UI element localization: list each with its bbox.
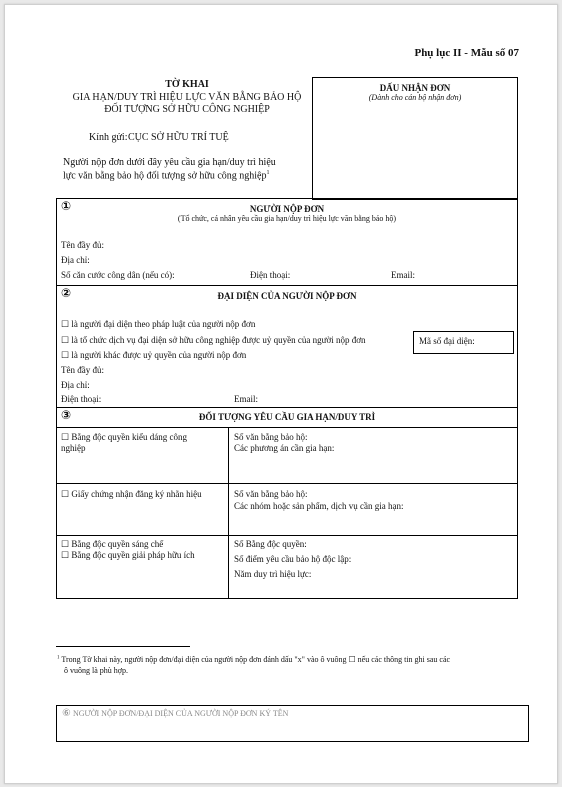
intro-line2 (63, 170, 269, 181)
signature-label (62, 708, 288, 719)
s2-full-name-label: Tên đầy đủ: (61, 365, 104, 375)
section1-number: ① (61, 199, 72, 213)
section3-number: ③ (61, 408, 72, 422)
s3-trademark-option[interactable]: ☐ Giấy chứng nhận đăng ký nhãn hiệu (61, 489, 202, 499)
s1-id-label: Số căn cước công dân (nếu có): (61, 270, 175, 280)
s3-industrial-design-option[interactable]: ☐ Bằng độc quyền kiểu dáng công (61, 432, 188, 442)
s3-industrial-design-option-cont: nghiệp (61, 443, 86, 453)
appendix-label: Phụ lục II - Mẫu số 07 (414, 47, 519, 59)
footnote-text1: Trong Tờ khai này, người nộp đơn/đại diện của người nộp đơn đánh dấu "x" vào ô vuông ☐ nếu các thông tin ghi sau các (61, 655, 451, 664)
section2-title: ĐẠI DIỆN CỦA NGƯỜI NỘP ĐƠN (217, 291, 357, 301)
section1-subtitle: (Tổ chức, cá nhân yêu cầu gia hạn/duy trì hiệu lực văn bằng bảo hộ) (177, 214, 397, 223)
document-page (4, 4, 558, 784)
footnote-line2: ô vuông là phù hợp. (64, 666, 129, 675)
footnote-ref: 1 (266, 170, 270, 176)
s1-full-name-label: Tên đầy đủ: (61, 240, 104, 250)
section1-title: NGƯỜI NỘP ĐƠN (249, 204, 325, 214)
s3-row3-maintenance-year: Năm duy trì hiệu lực: (234, 569, 312, 579)
s3-row1-cert-number: Số văn bằng bảo hộ: (234, 432, 308, 442)
stamp-subtitle: (Dành cho cán bộ nhận đơn) (368, 93, 462, 102)
footnote-line1 (57, 655, 450, 664)
s1-email-label: Email: (391, 270, 415, 280)
s3-column-divider (228, 427, 229, 599)
s1-address-label: Địa chỉ: (61, 255, 90, 265)
s1-phone-label: Điện thoại: (250, 270, 291, 280)
recipient-name: CỤC SỞ HỮU TRÍ TUỆ (128, 132, 229, 143)
s2-option-legal-rep[interactable]: ☐ là người đại diện theo pháp luật của người nộp đơn (61, 319, 256, 329)
signature-number: ⑥ (62, 708, 71, 719)
s2-option-ip-service[interactable]: ☐ là tổ chức dịch vụ đại diện sở hữu công nghiệp được uỷ quyền của người nộp đơn (61, 335, 366, 345)
s3-row3-independent-claims: Số điểm yêu cầu bảo hộ độc lập: (234, 554, 352, 564)
s3-utility-solution-option[interactable]: ☐ Bằng độc quyền giải pháp hữu ích (61, 550, 195, 560)
section3-title: ĐỐI TƯỢNG YÊU CẦU GIA HẠN/DUY TRÌ (198, 412, 376, 422)
section2-number: ② (61, 286, 72, 300)
s3-invention-option[interactable]: ☐ Bằng độc quyền sáng chế (61, 539, 164, 549)
signature-text: NGƯỜI NỘP ĐƠN/ĐẠI DIỆN CỦA NGƯỜI NỘP ĐƠN KÝ TÊN (72, 709, 289, 718)
stamp-title: DẤU NHẬN ĐƠN (379, 83, 451, 93)
intro-line2-text: lực văn bằng bảo hộ đối tượng sở hữu công nghiệp (63, 170, 267, 182)
s3-row1-divider (56, 483, 518, 484)
form-title: TỜ KHAI (165, 79, 209, 90)
footnote-mark: 1 (57, 655, 60, 661)
s3-row3-patent-number: Số Bằng độc quyền: (234, 539, 307, 549)
intro-line1: Người nộp đơn dưới đây yêu cầu gia hạn/duy trì hiệu (63, 157, 276, 168)
divider-s1-s2 (56, 285, 518, 286)
footnote-separator (56, 646, 190, 647)
recipient-label: Kính gửi: (89, 132, 128, 143)
form-title-line1: GIA HẠN/DUY TRÌ HIỆU LỰC VĂN BẰNG BẢO HỘ (72, 92, 302, 103)
s3-row2-divider (56, 535, 518, 536)
s3-header-divider (56, 427, 518, 428)
s2-option-other-rep[interactable]: ☐ là người khác được uỷ quyền của người nộp đơn (61, 350, 247, 360)
form-title-line2: ĐỐI TƯỢNG SỞ HỮU CÔNG NGHIỆP (104, 104, 270, 115)
s3-row1-renewal-options: Các phương án cần gia hạn: (234, 443, 335, 453)
s2-email-label: Email: (234, 394, 258, 404)
rep-code-label: Mã số đại diện: (419, 336, 475, 346)
s3-row2-cert-number: Số văn bằng bảo hộ: (234, 489, 308, 499)
s2-phone-label: Điện thoại: (61, 394, 102, 404)
s3-row2-goods-services: Các nhóm hoặc sản phẩm, dịch vụ cần gia hạn: (234, 501, 404, 511)
s2-address-label: Địa chỉ: (61, 380, 90, 390)
divider-s2-s3 (56, 407, 518, 408)
